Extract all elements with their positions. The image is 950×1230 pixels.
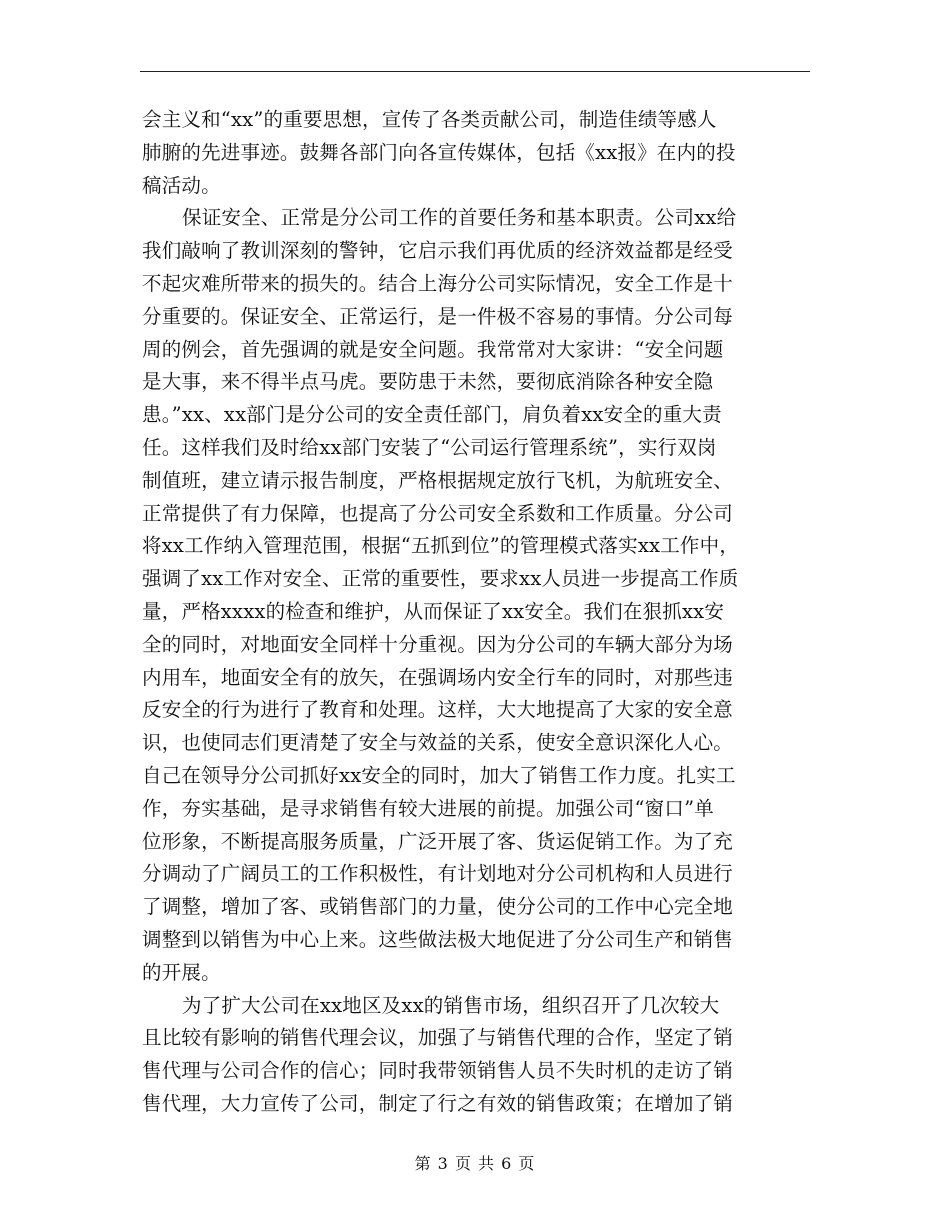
text-line: 量，严格xxxx的检查和维护，从而保证了xx安全。我们在狠抓xx安 [142, 599, 725, 623]
text-line: 反安全的行为进行了教育和处理。这样，大大地提高了大家的安全意 [142, 698, 734, 722]
text-line: 分重要的。保证安全、正常运行，是一件极不容易的事情。分公司每 [142, 304, 734, 328]
text-line: 的开展。 [142, 960, 221, 984]
text-line: 会主义和“xx”的重要思想，宣传了各类贡献公司，制造佳绩等感人 [142, 108, 717, 131]
document-body [142, 104, 822, 1121]
text-line: 强调了xx工作对安全、正常的重要性，要求xx人员进一步提高工作质 [142, 567, 739, 591]
text-line: 将xx工作纳入管理范围，根据“五抓到位”的管理模式落实xx工作中， [142, 534, 740, 558]
text-line: 识，也使同志们更清楚了安全与效益的关系，使安全意识深化人心。 [142, 731, 734, 755]
text-line: 售代理与公司合作的信心；同时我带领销售人员不失时机的走访了销 [142, 1059, 734, 1083]
text-line: 为了扩大公司在xx地区及xx的销售市场，组织召开了几次较大 [182, 993, 720, 1017]
text-line: 分调动了广阔员工的工作积极性，有计划地对分公司机构和人员进行 [142, 862, 734, 886]
text-line: 正常提供了有力保障，也提高了分公司安全系数和工作质量。分公司 [142, 501, 734, 525]
text-line: 售代理，大力宣传了公司，制定了行之有效的销售政策；在增加了销 [142, 1091, 734, 1115]
text-line: 周的例会，首先强调的就是安全问题。我常常对大家讲：“安全问题 [142, 337, 724, 361]
text-line: 了调整，增加了客、或销售部门的力量，使分公司的工作中心完全地 [142, 895, 734, 919]
text-line: 不起灾难所带来的损失的。结合上海分公司实际情况，安全工作是十 [142, 271, 734, 295]
text-line: 患。”xx、xx部门是分公司的安全责任部门，肩负着xx安全的重大责 [142, 403, 722, 427]
text-line: 是大事，来不得半点马虎。要防患于未然，要彻底消除各种安全隐 [142, 370, 714, 394]
text-line: 肺腑的先进事迹。鼓舞各部门向各宣传媒体，包括《xx报》在内的投 [142, 140, 736, 164]
header-rule [140, 71, 810, 72]
text-line: 制值班，建立请示报告制度，严格根据规定放行飞机，为航班安全、 [142, 468, 734, 492]
text-line: 且比较有影响的销售代理会议，加强了与销售代理的合作，坚定了销 [142, 1026, 734, 1050]
text-line: 作，夯实基础，是寻求销售有较大进展的前提。加强公司“窗口”单 [142, 796, 714, 820]
text-line: 位形象，不断提高服务质量，广泛开展了客、货运促销工作。为了充 [142, 829, 734, 853]
text-line: 调整到以销售为中心上来。这些做法极大地促进了分公司生产和销售 [142, 927, 734, 951]
page-number-footer: 第 3 页 共 6 页 [414, 1154, 536, 1173]
text-line: 保证安全、正常是分公司工作的首要任务和基本职责。公司xx给 [182, 206, 737, 230]
text-line: 任。这样我们及时给xx部门安装了“公司运行管理系统”，实行双岗 [142, 435, 717, 459]
text-line: 稿活动。 [142, 173, 221, 197]
text-line: 全的同时，对地面安全同样十分重视。因为分公司的车辆大部分为场 [142, 632, 734, 656]
text-line: 我们敲响了教训深刻的警钟，它启示我们再优质的经济效益都是经受 [142, 239, 734, 263]
text-line: 内用车，地面安全有的放矢，在强调场内安全行车的同时，对那些违 [142, 665, 734, 689]
text-line: 自己在领导分公司抓好xx安全的同时，加大了销售工作力度。扎实工 [142, 763, 736, 787]
